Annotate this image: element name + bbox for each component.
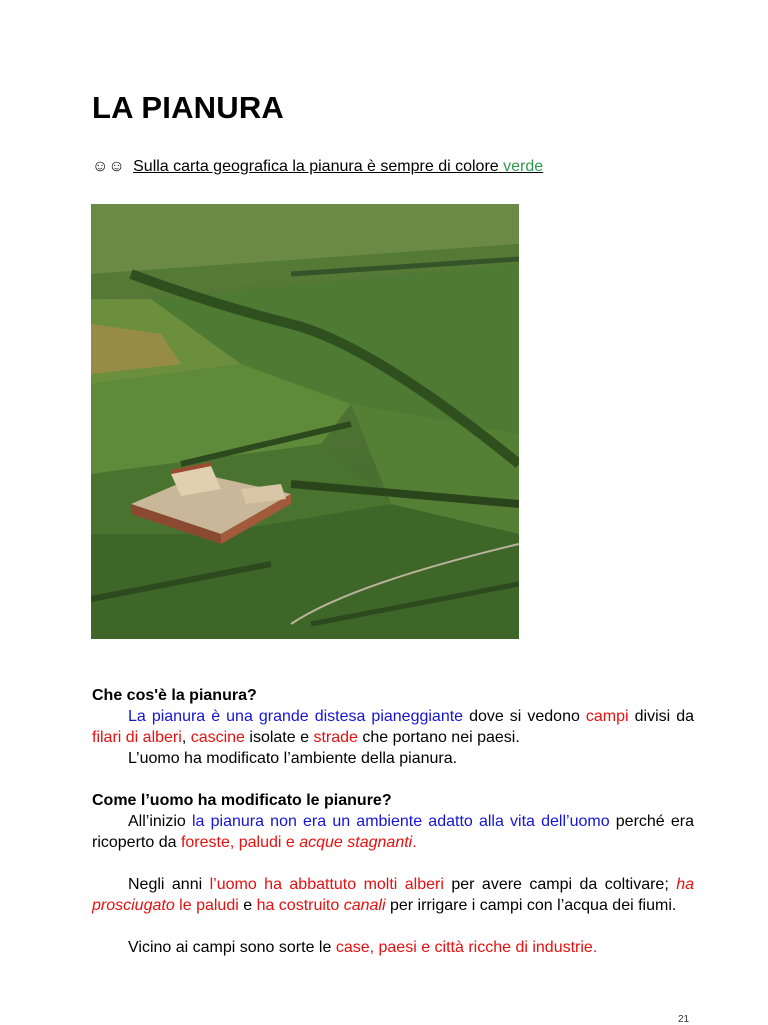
paragraph [92,937,694,958]
text-span: la pianura non era un ambiente adatto alla vita dell’uomo [191,813,610,830]
text-span: . [592,939,598,956]
text-span: Vicino ai campi sono sorte le [128,939,336,956]
text-span: per irrigare i campi con l’acqua dei fiumi. [385,897,677,914]
text-span: ha costruito [256,897,344,914]
page-number: 21 [678,1014,690,1025]
text-span: case, paesi e città ricche di industrie [335,939,593,956]
text-span: La pianura è una grande distesa pianeggiante [128,708,464,725]
text-span: acque stagnanti [299,834,413,851]
text-span: divisi da [628,708,694,725]
plain-aerial-photo [91,204,519,639]
subtitle [92,158,543,176]
section-heading: Che cos'è la pianura? [92,687,257,704]
text-span: strade [313,729,358,746]
text-span: dove si vedono [463,708,586,725]
paragraph: L’uomo ha modificato l’ambiente della pianura. [128,750,458,767]
text-span: Negli anni [128,876,210,893]
smiley-icons: ☺☺ [92,158,125,175]
aerial-farmland-icon [91,204,519,639]
text-span: le paludi [174,897,239,914]
text-span: foreste, paludi e [180,834,300,851]
section-how-man-changed [92,790,694,958]
text-span: All’inizio [128,813,192,830]
text-span: per avere campi da coltivare; [443,876,677,893]
text-span: perché era ricoperto da [92,813,695,851]
section-heading: Come l’uomo ha modificato le pianure? [92,792,392,809]
text-span: l’uomo ha abbattuto molti alberi [209,876,444,893]
section-what-is-plain [92,685,694,769]
text-span: canali [343,897,386,914]
text-span: che portano nei paesi. [357,729,520,746]
text-span: e [238,897,257,914]
paragraph [92,874,694,916]
text-span: . [412,834,417,851]
subtitle-text [133,158,543,175]
text-span: , [181,729,191,746]
text-span: isolate e [244,729,314,746]
text-span: campi [585,708,629,725]
paragraph [92,706,694,748]
page-title: LA PIANURA [92,90,285,125]
text-span: ha prosciugato [92,876,694,914]
subtitle-color-word: verde [503,158,544,175]
subtitle-main: Sulla carta geografica la pianura è sempre di colore [133,158,499,175]
text-span: cascine [190,729,245,746]
text-span: filari di alberi [92,729,182,746]
paragraph [92,811,694,853]
